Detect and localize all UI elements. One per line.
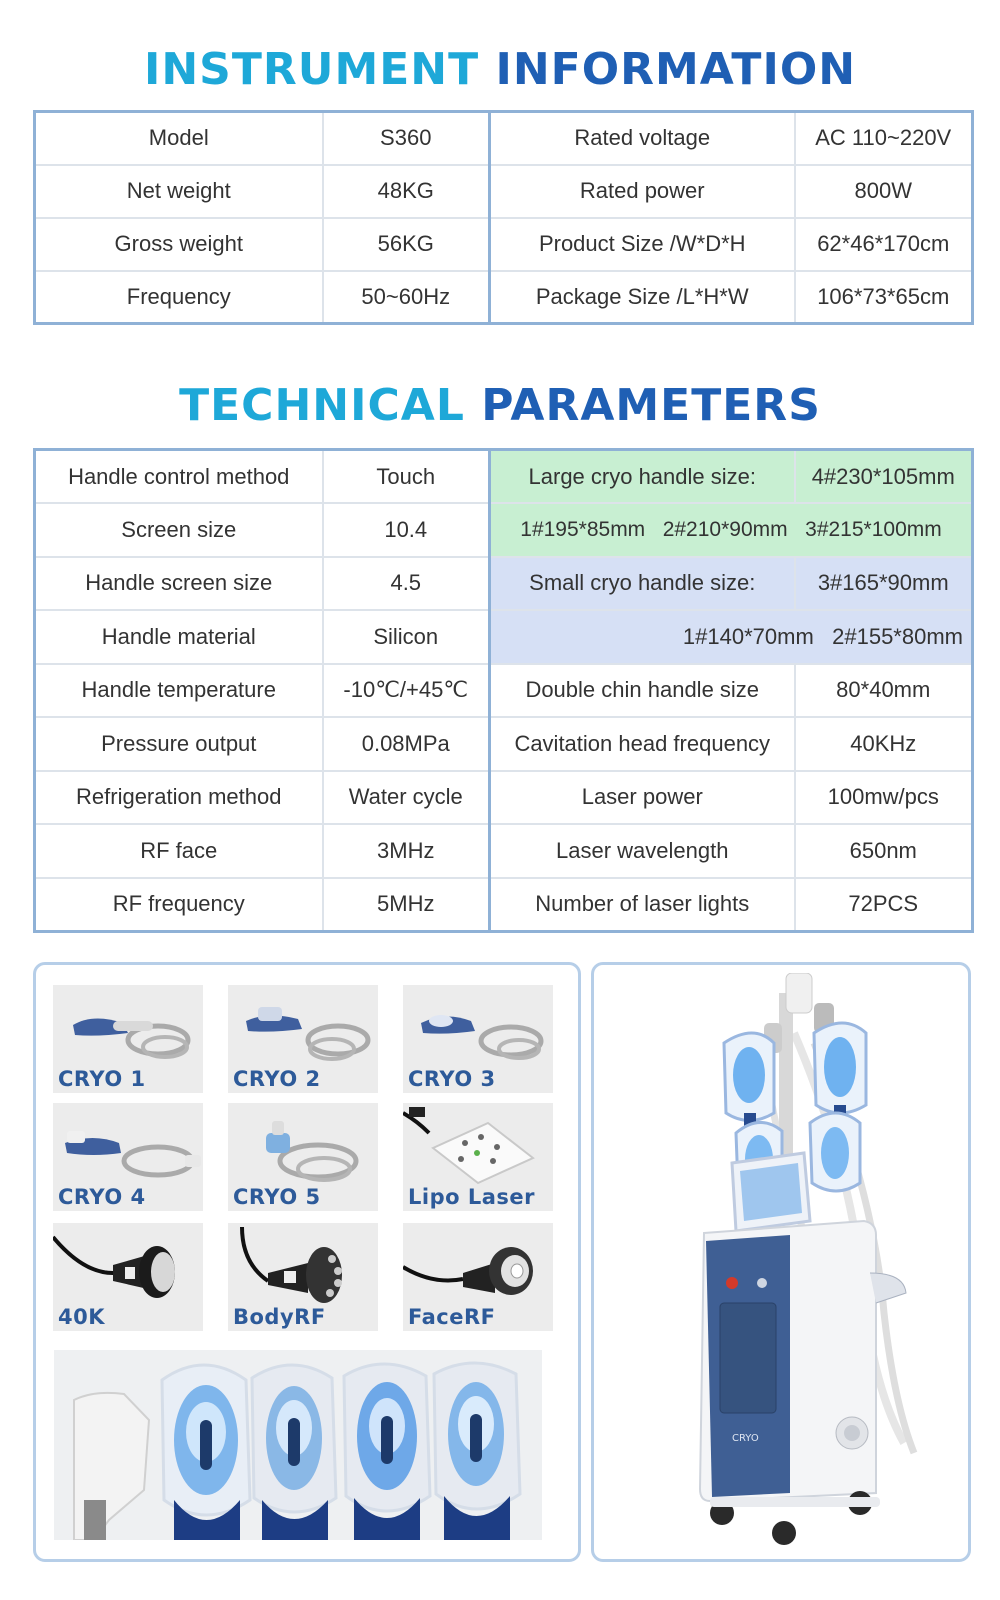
table-row: [35, 165, 973, 218]
cryo-handles-photo: [54, 1350, 542, 1540]
param-value: 10.4: [323, 503, 490, 557]
large-cryo-size-4: 4#230*105mm: [795, 450, 973, 504]
title-word-2: PARAMETERS: [481, 380, 821, 431]
table-row: [35, 771, 973, 825]
large-cryo-size-2: 2#210*90mm: [662, 517, 788, 541]
tile-caption: CRYO 5: [233, 1185, 321, 1209]
param-label: Handle temperature: [35, 664, 323, 718]
technical-parameters-title: [0, 380, 1000, 431]
param-label: Handle screen size: [35, 557, 323, 611]
tile-caption: CRYO 2: [233, 1067, 321, 1091]
accessory-tile-lipo-laser: [403, 1103, 553, 1211]
machine-panel: [591, 962, 971, 1562]
small-cryo-size-3: 3#165*90mm: [795, 557, 973, 611]
tile-caption: CRYO 1: [58, 1067, 146, 1091]
large-cryo-label: Large cryo handle size:: [490, 450, 795, 504]
param-label: Double chin handle size: [490, 664, 795, 718]
title-word-1: TECHNICAL: [179, 380, 465, 431]
param-value: 0.08MPa: [323, 717, 490, 771]
machine-brand-label: CRYO: [732, 1433, 759, 1444]
spec-value: AC 110~220V: [795, 112, 973, 165]
param-value: 100mw/pcs: [795, 771, 973, 825]
table-row: [35, 878, 973, 932]
param-label: Handle material: [35, 610, 323, 664]
tile-caption: BodyRF: [233, 1305, 326, 1329]
title-word-2: INFORMATION: [495, 44, 857, 95]
table-row: [35, 271, 973, 324]
table-row: [35, 112, 973, 165]
spec-label: Gross weight: [35, 218, 323, 271]
large-cryo-size-1: 1#195*85mm: [520, 517, 646, 541]
param-value: 80*40mm: [795, 664, 973, 718]
cryo-handles-image: [54, 1350, 542, 1540]
table-row: [35, 824, 973, 878]
table-row: [35, 503, 973, 557]
spec-label: Net weight: [35, 165, 323, 218]
tile-caption: Lipo Laser: [408, 1185, 536, 1209]
param-value: -10℃/+45℃: [323, 664, 490, 718]
param-value: 5MHz: [323, 878, 490, 932]
param-value: 650nm: [795, 824, 973, 878]
accessory-tile-40k: [53, 1223, 203, 1331]
title-word-1: INSTRUMENT: [143, 44, 480, 95]
spec-value: 106*73*65cm: [795, 271, 973, 324]
spec-value: S360: [323, 112, 490, 165]
spec-label: Rated voltage: [490, 112, 795, 165]
large-cryo-size-3: 3#215*100mm: [805, 517, 942, 541]
spec-label: Package Size /L*H*W: [490, 271, 795, 324]
param-label: Refrigeration method: [35, 771, 323, 825]
spec-value: 48KG: [323, 165, 490, 218]
small-cryo-label: Small cryo handle size:: [490, 557, 795, 611]
spec-value: 50~60Hz: [323, 271, 490, 324]
spec-value: 800W: [795, 165, 973, 218]
param-label: Cavitation head frequency: [490, 717, 795, 771]
instrument-information-title: [0, 44, 1000, 95]
param-label: RF face: [35, 824, 323, 878]
param-value: 3MHz: [323, 824, 490, 878]
param-label: Laser power: [490, 771, 795, 825]
param-label: Number of laser lights: [490, 878, 795, 932]
accessory-tile-facerf: [403, 1223, 553, 1331]
large-cryo-sizes: [490, 503, 973, 557]
spec-value: 56KG: [323, 218, 490, 271]
param-value: 72PCS: [795, 878, 973, 932]
tile-caption: CRYO 3: [408, 1067, 496, 1091]
accessory-tile-cryo-2: [228, 985, 378, 1093]
param-value: 40KHz: [795, 717, 973, 771]
instrument-info-table: [33, 110, 974, 325]
param-value: Touch: [323, 450, 490, 504]
spec-value: 62*46*170cm: [795, 218, 973, 271]
accessories-panel: [33, 962, 581, 1562]
spec-label: Rated power: [490, 165, 795, 218]
table-row: [35, 717, 973, 771]
accessory-tile-cryo-5: [228, 1103, 378, 1211]
param-label: RF frequency: [35, 878, 323, 932]
accessory-tile-cryo-3: [403, 985, 553, 1093]
tile-caption: CRYO 4: [58, 1185, 146, 1209]
table-row: [35, 557, 973, 611]
table-row: [35, 664, 973, 718]
accessory-tile-bodyrf: [228, 1223, 378, 1331]
param-label: Laser wavelength: [490, 824, 795, 878]
spec-label: Frequency: [35, 271, 323, 324]
param-value: Silicon: [323, 610, 490, 664]
param-label: Handle control method: [35, 450, 323, 504]
param-value: Water cycle: [323, 771, 490, 825]
param-label: Pressure output: [35, 717, 323, 771]
table-row: [35, 450, 973, 504]
small-cryo-sizes: [490, 610, 973, 664]
cryo-machine-image: [614, 973, 954, 1553]
accessory-tile-cryo-4: [53, 1103, 203, 1211]
param-label: Screen size: [35, 503, 323, 557]
small-cryo-size-1: 1#140*70mm: [682, 623, 814, 649]
spec-label: Model: [35, 112, 323, 165]
accessory-tile-cryo-1: [53, 985, 203, 1093]
tile-caption: 40K: [58, 1305, 105, 1329]
tile-caption: FaceRF: [408, 1305, 496, 1329]
spec-label: Product Size /W*D*H: [490, 218, 795, 271]
table-row: [35, 610, 973, 664]
table-row: [35, 218, 973, 271]
small-cryo-size-2: 2#155*80mm: [832, 623, 963, 649]
param-value: 4.5: [323, 557, 490, 611]
technical-parameters-table: [33, 448, 974, 933]
